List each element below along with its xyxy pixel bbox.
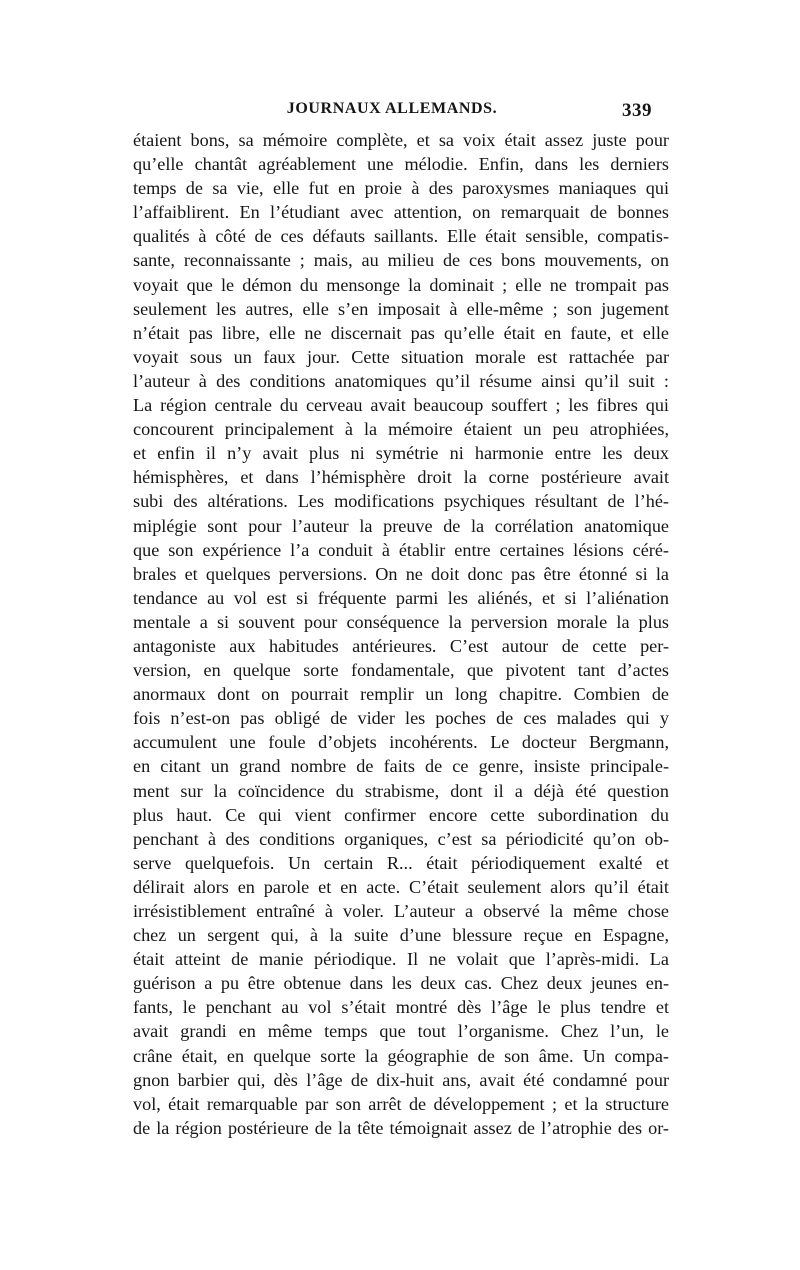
- text-line: qualités à côté de ces défauts saillants. Elle était sensible, compatis-: [133, 226, 669, 247]
- text-line: tendance au vol est si fréquente parmi les aliénés, et si l’aliénation: [133, 587, 669, 608]
- text-line: concourent principalement à la mémoire étaient un peu atrophiées,: [133, 419, 669, 440]
- text-line: anormaux dont on pourrait remplir un long chapitre. Combien de: [133, 684, 669, 705]
- text-line: accumulent une foule d’objets incohérents. Le docteur Bergmann,: [133, 732, 669, 753]
- text-line: mentale a si souvent pour conséquence la perversion morale la plus: [133, 611, 669, 632]
- text-line: guérison a pu être obtenue dans les deux cas. Chez deux jeunes en-: [133, 973, 669, 994]
- text-line: étaient bons, sa mémoire complète, et sa voix était assez juste pour: [133, 130, 669, 150]
- text-line: en citant un grand nombre de faits de ce genre, insiste principale-: [133, 756, 669, 777]
- text-line: antagoniste aux habitudes antérieures. C’est autour de cette per-: [133, 635, 669, 656]
- text-line: délirait alors en parole et en acte. C’était seulement alors qu’il était: [133, 876, 669, 897]
- text-line: irrésistiblement entraîné à voler. L’auteur a observé la même chose: [133, 901, 669, 921]
- text-line: plus haut. Ce qui vient confirmer encore cette subordination du: [133, 804, 669, 825]
- text-line: qu’elle chantât agréablement une mélodie. Enfin, dans les derniers: [133, 154, 669, 175]
- text-line: que son expérience l’a conduit à établir entre certaines lésions céré-: [133, 539, 669, 560]
- text-line: était atteint de manie périodique. Il ne volait que l’après-midi. La: [133, 949, 669, 970]
- running-head: [132, 100, 652, 126]
- text-line: avait grandi en même temps que tout l’organisme. Chez l’un, le: [133, 1021, 669, 1042]
- text-line: et enfin il n’y avait plus ni symétrie ni harmonie entre les deux: [133, 443, 669, 464]
- text-line: ment sur la coïncidence du strabisme, dont il a déjà été question: [133, 780, 669, 801]
- text-line: hémisphères, et dans l’hémisphère droit la corne postérieure avait: [133, 467, 669, 488]
- text-line: crâne était, en quelque sorte la géographie de son âme. Un compa-: [133, 1045, 669, 1066]
- text-line: l’auteur à des conditions anatomiques qu’il résume ainsi qu’il suit :: [133, 370, 669, 391]
- text-line: penchant à des conditions organiques, c’est sa périodicité qu’on ob-: [133, 828, 669, 849]
- text-line: miplégie sont pour l’auteur la preuve de la corrélation anatomique: [133, 515, 669, 536]
- text-line: fois n’est-on pas obligé de vider les poches de ces malades qui y: [133, 708, 669, 729]
- text-line: serve quelquefois. Un certain R... était périodiquement exalté et: [133, 852, 669, 873]
- text-line: temps de sa vie, elle fut en proie à des paroxysmes maniaques qui: [133, 178, 669, 199]
- text-line: vol, était remarquable par son arrêt de développement ; et la structure: [133, 1093, 669, 1114]
- text-line: l’affaiblirent. En l’étudiant avec attention, on remarquait de bonnes: [133, 202, 669, 223]
- text-line: de la région postérieure de la tête témoignait assez de l’atrophie des or-: [133, 1117, 669, 1138]
- text-line: brales et quelques perversions. On ne doit donc pas être étonné si la: [133, 563, 669, 584]
- page-number: 339: [622, 100, 652, 121]
- text-line: seulement les autres, elle s’en imposait à elle-même ; son jugement: [133, 298, 669, 319]
- text-line: fants, le penchant au vol s’était montré dès l’âge le plus tendre et: [133, 997, 669, 1018]
- body-text: [133, 128, 669, 1140]
- text-line: subi des altérations. Les modifications psychiques résultant de l’hé-: [133, 491, 669, 512]
- text-line: gnon barbier qui, dès l’âge de dix-huit ans, avait été condamné pour: [133, 1069, 669, 1090]
- text-line: version, en quelque sorte fondamentale, que pivotent tant d’actes: [133, 660, 669, 681]
- text-line: La région centrale du cerveau avait beaucoup souffert ; les fibres qui: [133, 395, 669, 416]
- text-line: chez un sergent qui, à la suite d’une blessure reçue en Espagne,: [133, 925, 669, 946]
- running-title: JOURNAUX ALLEMANDS.: [286, 100, 498, 117]
- text-line: sante, reconnaissante ; mais, au milieu de ces bons mouvements, on: [133, 250, 669, 271]
- text-line: n’était pas libre, elle ne discernait pas qu’elle était en faute, et elle: [133, 322, 669, 343]
- text-line: voyait sous un faux jour. Cette situation morale est rattachée par: [133, 346, 669, 367]
- text-line: voyait que le démon du mensonge la dominait ; elle ne trompait pas: [133, 274, 669, 295]
